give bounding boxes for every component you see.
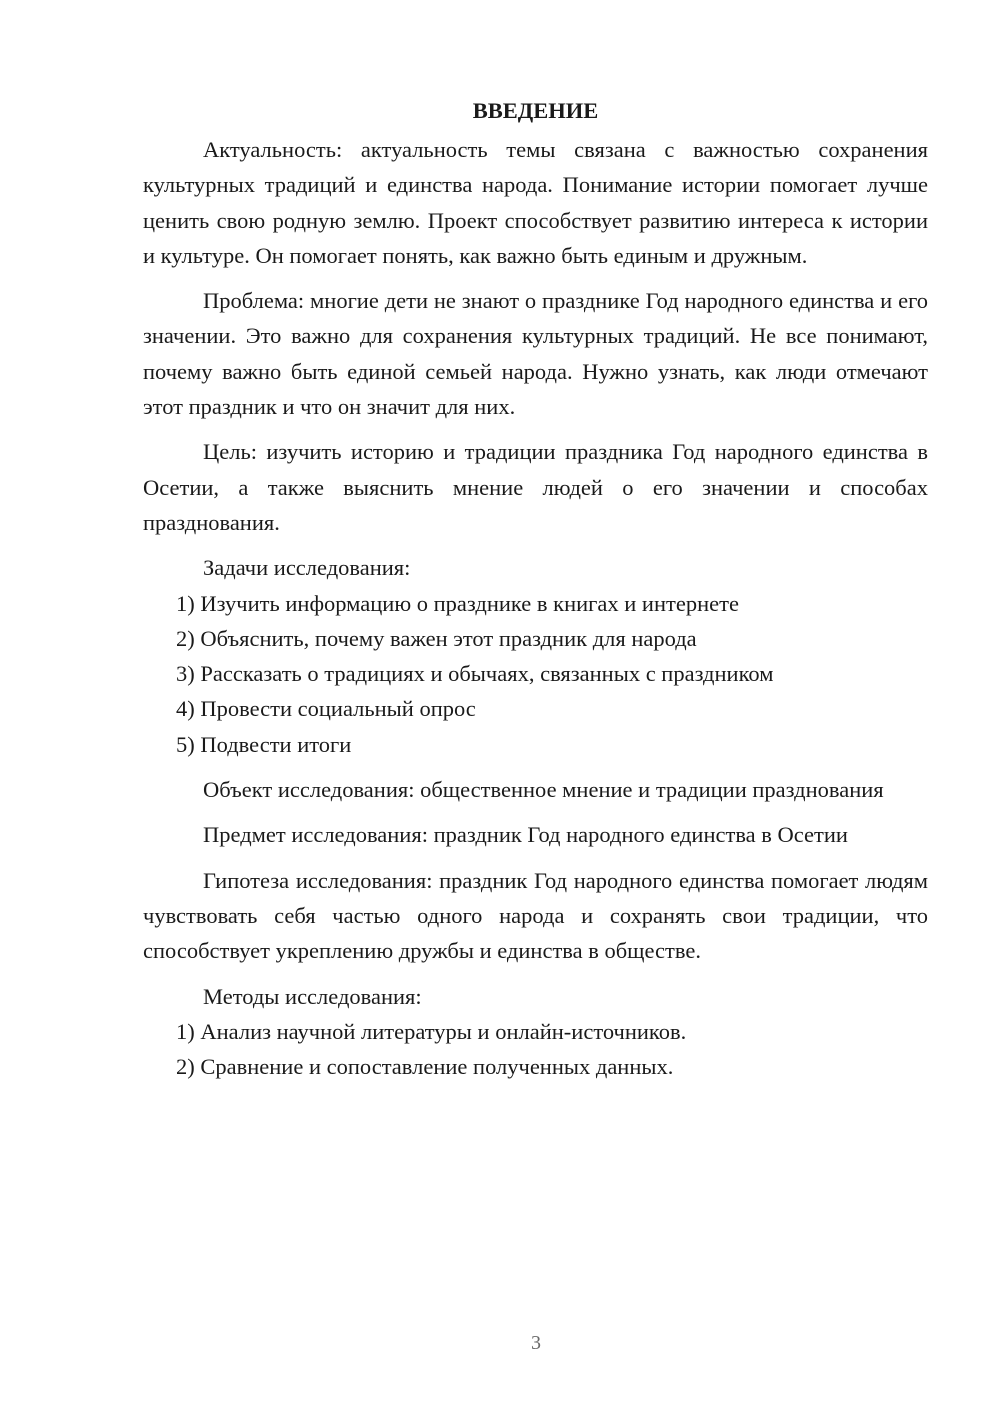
task-item-2: 2) Объяснить, почему важен этот праздник для народа: [176, 625, 697, 651]
section-heading: ВВЕДЕНИЕ: [472, 98, 599, 123]
task-item-4: 4) Провести социальный опрос: [176, 696, 476, 722]
relevance-paragraph: Актуальность: актуальность темы связана с важностью сохранения культурных традиций и единства народа. Понимание истории помогает лучше ценить свою родную землю. Проект способствует развитию интереса к истории и культуре. Он помогает понять, как важно быть единым и дружным.: [143, 137, 928, 268]
page-number: 3: [531, 1332, 541, 1354]
subject-paragraph: Предмет исследования: праздник Год народного единства в Осетии: [203, 822, 848, 848]
method-item-1: 1) Анализ научной литературы и онлайн-источников.: [176, 1018, 687, 1044]
problem-paragraph: Проблема: многие дети не знают о празднике Год народного единства и его значении. Это важно для сохранения культурных традиций. Не все понимают, почему важно быть единой семьей народа. Нужно узнать, как люди отмечают этот праздник и что он значит для них.: [143, 288, 928, 420]
method-item-2: 2) Сравнение и сопоставление полученных данных.: [176, 1054, 674, 1080]
methods-heading: Методы исследования:: [203, 983, 422, 1009]
task-item-1: 1) Изучить информацию о празднике в книгах и интернете: [176, 590, 739, 616]
object-paragraph: Объект исследования: общественное мнение и традиции празднования: [203, 777, 884, 803]
document-body: [143, 90, 928, 1084]
task-item-3: 3) Рассказать о традициях и обычаях, связанных с праздником: [176, 661, 774, 687]
task-item-5: 5) Подвести итоги: [176, 731, 352, 757]
goal-paragraph: Цель: изучить историю и традиции праздника Год народного единства в Осетии, а также выяснить мнение людей о его значении и способах празднования.: [143, 439, 928, 535]
tasks-heading: Задачи исследования:: [203, 555, 411, 581]
hypothesis-paragraph: Гипотеза исследования: праздник Год народного единства помогает людям чувствовать себя частью одного народа и сохранять свои традиции, что способствует укреплению дружбы и единства в обществе.: [143, 867, 928, 964]
